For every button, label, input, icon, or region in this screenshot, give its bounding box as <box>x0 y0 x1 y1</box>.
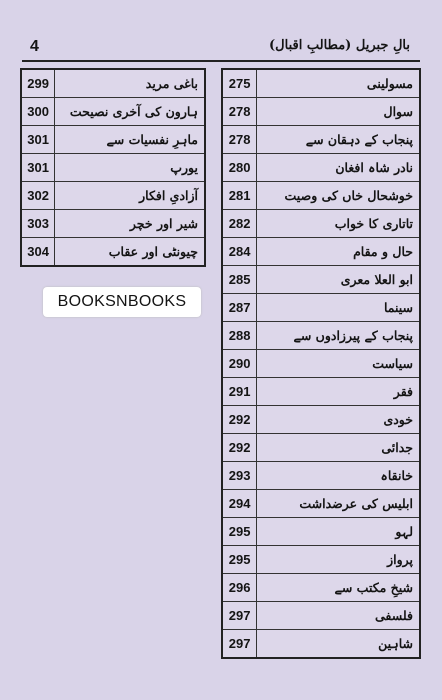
toc-row <box>222 602 420 630</box>
watermark-label: BOOKSNBOOKS <box>43 287 201 317</box>
toc-page-number: 296 <box>222 574 257 602</box>
toc-page-number: 300 <box>21 98 55 126</box>
toc-page-number: 293 <box>222 462 257 490</box>
toc-row <box>222 350 420 378</box>
toc-row <box>222 434 420 462</box>
toc-page-number: 292 <box>222 434 257 462</box>
toc-entry-title: مسولینی <box>257 69 420 98</box>
toc-row <box>21 154 205 182</box>
toc-entry-title: تاتاری کا خواب <box>257 210 420 238</box>
toc-entry-title: پنجاب کے پیرزادوں سے <box>257 322 420 350</box>
toc-entry-title: چیونٹی اور عقاب <box>55 238 205 267</box>
toc-entry-title: حال و مقام <box>257 238 420 266</box>
toc-entry-title: پرواز <box>257 546 420 574</box>
toc-entry-title: خودی <box>257 406 420 434</box>
toc-row <box>21 210 205 238</box>
toc-entry-title: فقر <box>257 378 420 406</box>
toc-row <box>222 574 420 602</box>
toc-entry-title: آزادیِ افکار <box>55 182 205 210</box>
toc-page-number: 288 <box>222 322 257 350</box>
toc-row <box>222 238 420 266</box>
toc-page-number: 302 <box>21 182 55 210</box>
toc-page-number: 304 <box>21 238 55 267</box>
toc-entry-title: سیاست <box>257 350 420 378</box>
toc-page-number: 297 <box>222 630 257 659</box>
toc-entry-title: شیخِ مکتب سے <box>257 574 420 602</box>
toc-right-body <box>222 69 420 658</box>
toc-page-number: 303 <box>21 210 55 238</box>
toc-row <box>222 462 420 490</box>
toc-row <box>21 126 205 154</box>
toc-entry-title: لہو <box>257 518 420 546</box>
toc-row <box>222 69 420 98</box>
toc-row <box>21 98 205 126</box>
header-rule <box>22 60 420 62</box>
toc-entry-title: شاہین <box>257 630 420 659</box>
toc-row <box>222 126 420 154</box>
toc-entry-title: شیر اور خچر <box>55 210 205 238</box>
toc-row <box>222 266 420 294</box>
toc-page-number: 297 <box>222 602 257 630</box>
toc-left-body <box>21 69 205 266</box>
toc-page-number: 275 <box>222 69 257 98</box>
toc-row <box>21 182 205 210</box>
toc-row <box>222 154 420 182</box>
toc-page-number: 295 <box>222 518 257 546</box>
toc-entry-title: خانقاہ <box>257 462 420 490</box>
toc-entry-title: سوال <box>257 98 420 126</box>
toc-row <box>222 210 420 238</box>
toc-page-number: 295 <box>222 546 257 574</box>
toc-row <box>222 98 420 126</box>
toc-row <box>222 518 420 546</box>
toc-page-number: 284 <box>222 238 257 266</box>
toc-row <box>222 322 420 350</box>
page-number: 4 <box>30 38 39 55</box>
toc-row <box>222 378 420 406</box>
toc-row <box>222 546 420 574</box>
toc-row <box>21 69 205 98</box>
toc-page-number: 290 <box>222 350 257 378</box>
toc-entry-title: ابو العلا معری <box>257 266 420 294</box>
toc-entry-title: ہارون کی آخری نصیحت <box>55 98 205 126</box>
toc-row <box>222 294 420 322</box>
toc-page-number: 278 <box>222 98 257 126</box>
toc-entry-title: پنجاب کے دہقان سے <box>257 126 420 154</box>
toc-page-number: 278 <box>222 126 257 154</box>
toc-page-number: 301 <box>21 154 55 182</box>
toc-page-number: 285 <box>222 266 257 294</box>
toc-page-number: 291 <box>222 378 257 406</box>
toc-entry-title: سینما <box>257 294 420 322</box>
toc-entry-title: یورپ <box>55 154 205 182</box>
toc-page-number: 287 <box>222 294 257 322</box>
toc-page-number: 292 <box>222 406 257 434</box>
running-head: بالِ جبریل (مطالبِ اقبال) <box>269 38 410 53</box>
toc-entry-title: ابلیس کی عرضداشت <box>257 490 420 518</box>
toc-page-number: 299 <box>21 69 55 98</box>
toc-entry-title: جدائی <box>257 434 420 462</box>
toc-row <box>21 238 205 267</box>
toc-page-number: 294 <box>222 490 257 518</box>
toc-row <box>222 630 420 659</box>
toc-entry-title: باغی مرید <box>55 69 205 98</box>
toc-page-number: 281 <box>222 182 257 210</box>
toc-entry-title: نادر شاہ افغان <box>257 154 420 182</box>
toc-entry-title: فلسفی <box>257 602 420 630</box>
toc-table-right <box>221 68 421 659</box>
toc-row <box>222 490 420 518</box>
toc-entry-title: ماہرِ نفسیات سے <box>55 126 205 154</box>
toc-row <box>222 182 420 210</box>
toc-table-left <box>20 68 206 267</box>
toc-entry-title: خوشحال خاں کی وصیت <box>257 182 420 210</box>
toc-page-number: 282 <box>222 210 257 238</box>
toc-page-number: 301 <box>21 126 55 154</box>
toc-page-number: 280 <box>222 154 257 182</box>
toc-row <box>222 406 420 434</box>
